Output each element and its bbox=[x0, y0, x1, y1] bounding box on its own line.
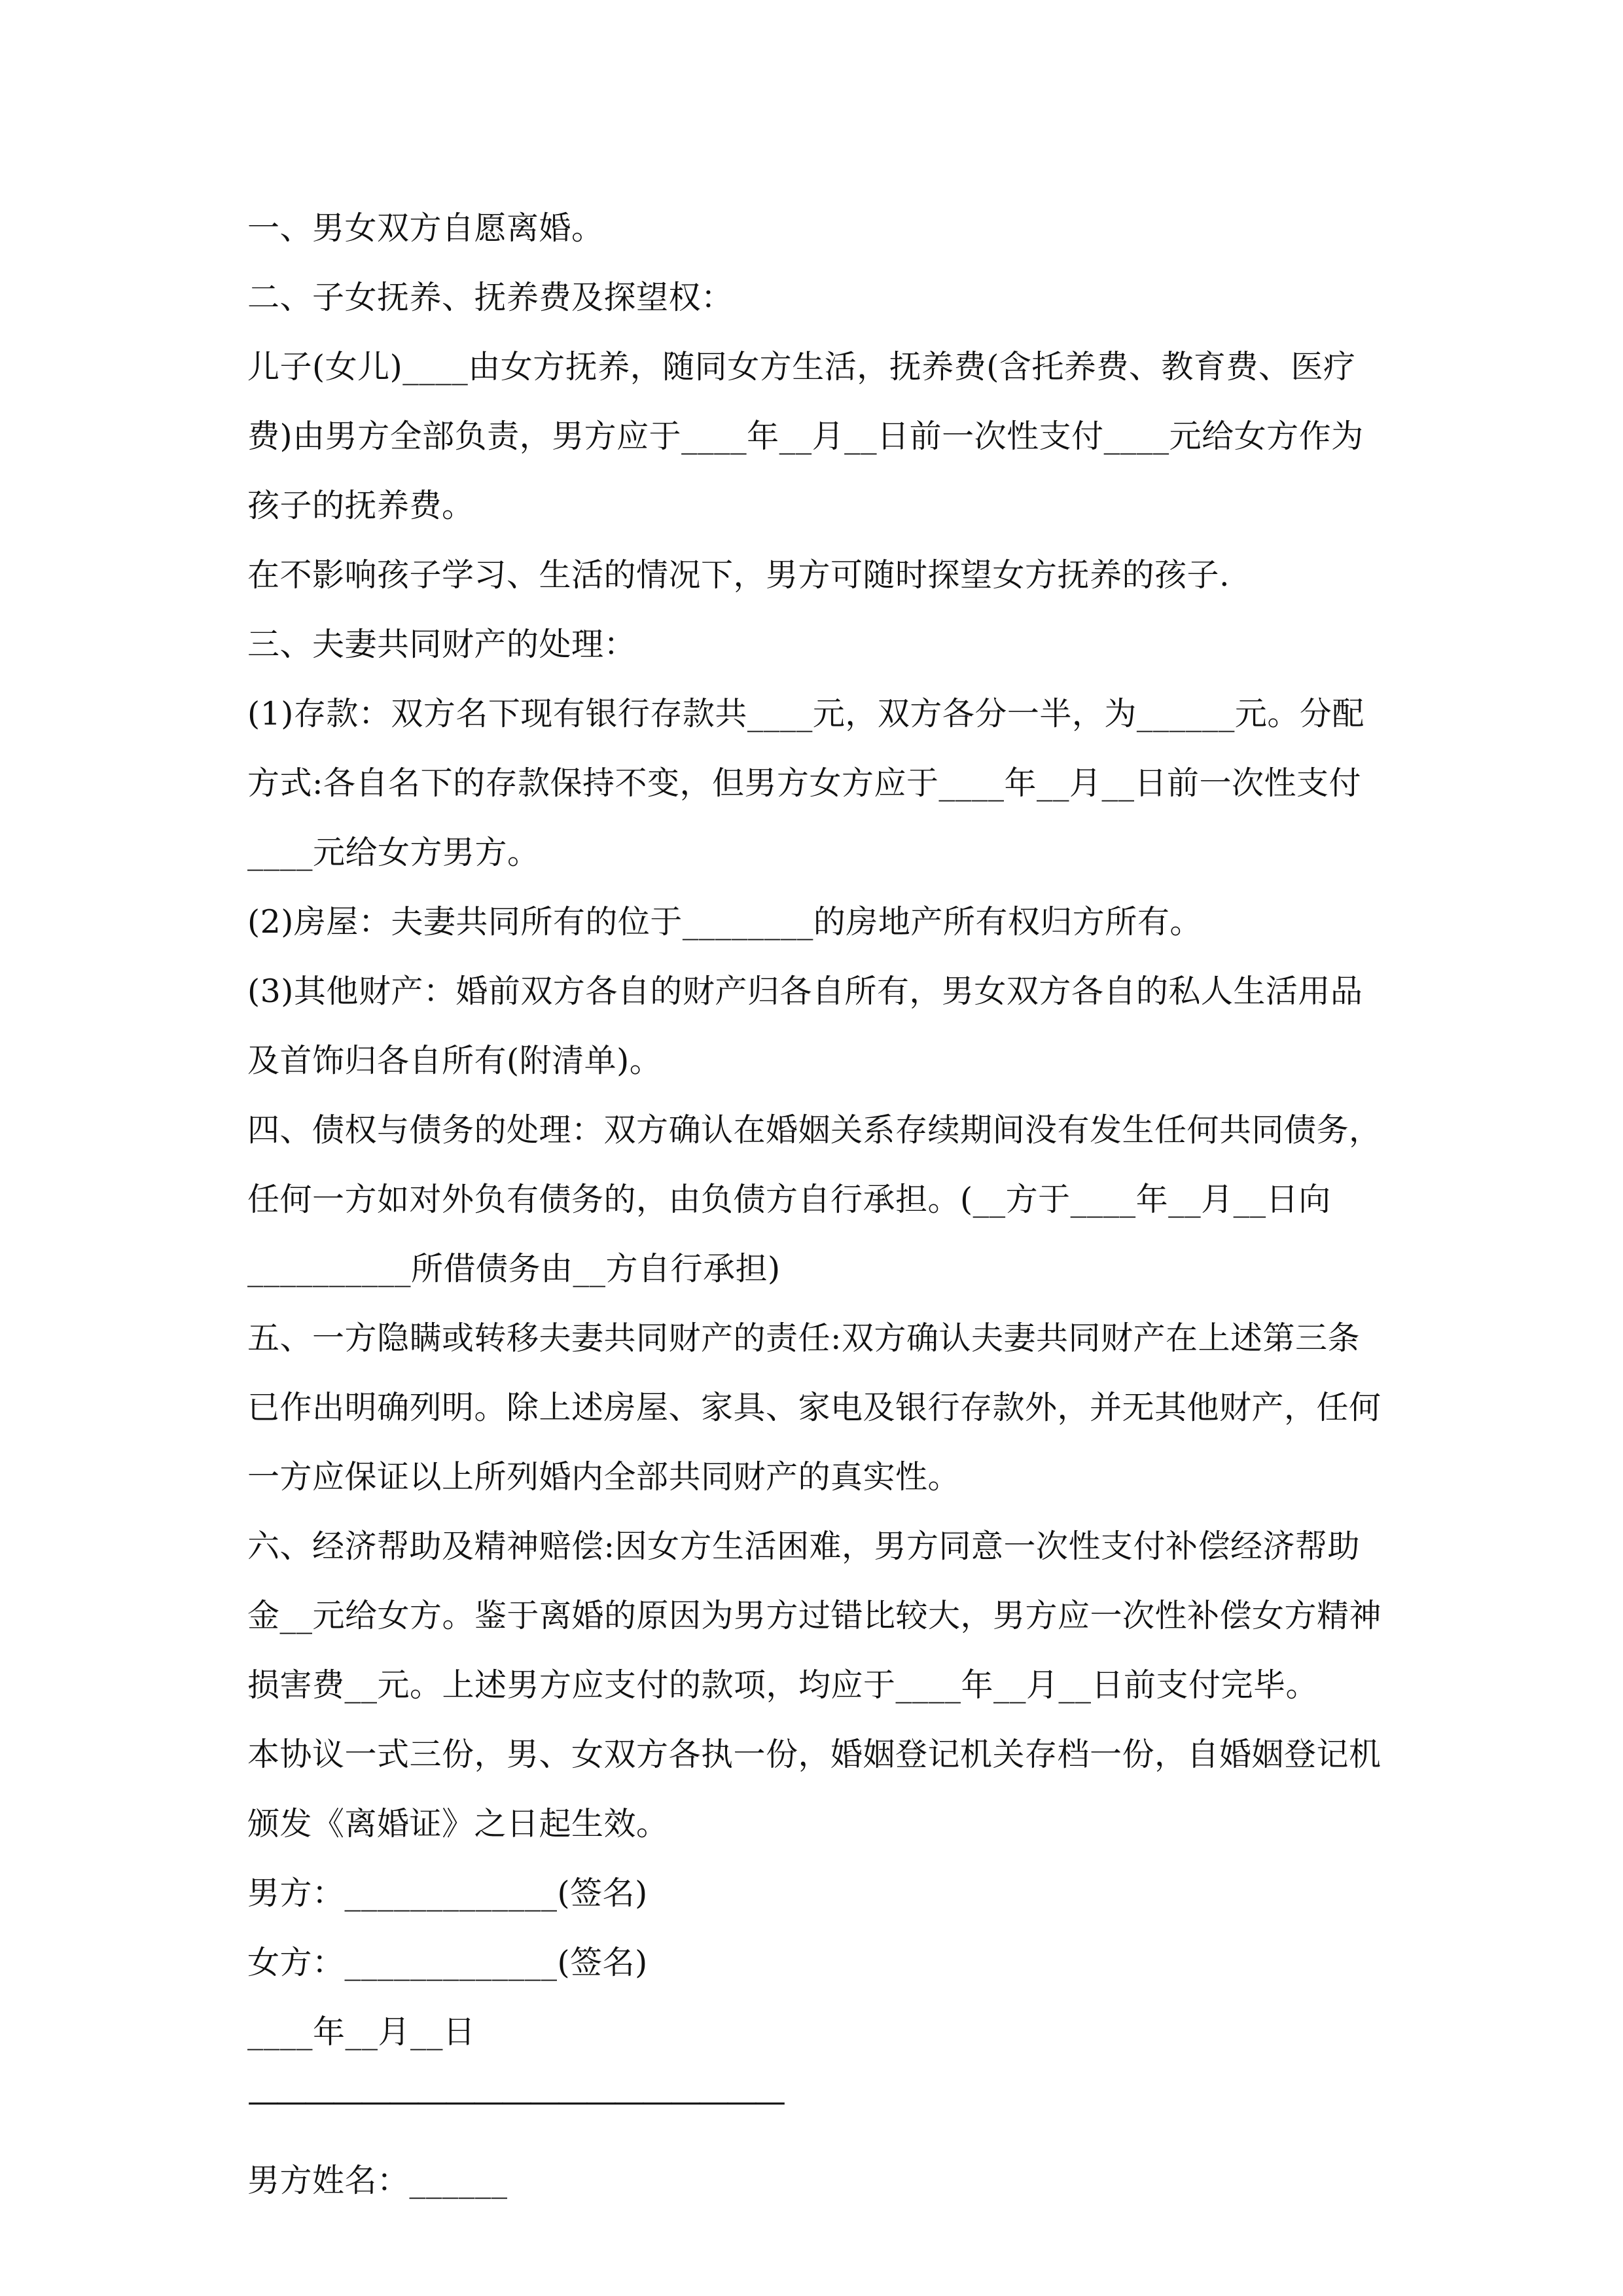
clause-4-line: 任何一方如对外负有债务的，由负债方自行承担。(__方于____年__月__日向 bbox=[247, 1181, 1331, 1218]
female-signature-line: 女方：_____________(签名) bbox=[247, 1944, 648, 1981]
clause-3-savings-line: ____元给女方男方。 bbox=[247, 834, 540, 871]
clause-2-heading: 二、子女抚养、抚养费及探望权： bbox=[247, 279, 734, 316]
clause-2-visitation: 在不影响孩子学习、生活的情况下，男方可随时探望女方抚养的孩子. bbox=[247, 556, 1230, 594]
clause-6-line: 六、经济帮助及精神赔偿:因女方生活困难，男方同意一次性支付补偿经济帮助 bbox=[247, 1528, 1361, 1565]
clause-2-text-line: 费)由男方全部负责，男方应于____年__月__日前一次性支付____元给女方作为 bbox=[247, 418, 1364, 455]
section-divider: ——————————————————— bbox=[247, 2083, 782, 2120]
clause-5-line: 五、一方隐瞒或转移夫妻共同财产的责任:双方确认夫妻共同财产在上述第三条 bbox=[247, 1319, 1361, 1357]
clause-4-line: 四、债权与债务的处理：双方确认在婚姻关系存续期间没有发生任何共同债务， bbox=[247, 1111, 1382, 1149]
date-line: ____年__月__日 bbox=[247, 2013, 476, 2051]
copies-clause-line: 本协议一式三份，男、女双方各执一份，婚姻登记机关存档一份，自婚姻登记机 bbox=[247, 1736, 1382, 1773]
clause-2-text-line: 儿子(女儿)____由女方抚养，随同女方生活，抚养费(含托养费、教育费、医疗 bbox=[247, 348, 1356, 386]
copies-clause-line: 颁发《离婚证》之日起生效。 bbox=[247, 1805, 669, 1842]
clause-6-line: 损害费__元。上述男方应支付的款项，均应于____年__月__日前支付完毕。 bbox=[247, 1666, 1319, 1704]
clause-1: 一、男女双方自愿离婚。 bbox=[247, 209, 604, 247]
clause-5-line: 已作出明确列明。除上述房屋、家具、家电及银行存款外，并无其他财产，任何 bbox=[247, 1389, 1382, 1426]
clause-5-line: 一方应保证以上所列婚内全部共同财产的真实性。 bbox=[247, 1458, 961, 1496]
clause-4-line: __________所借债务由__方自行承担) bbox=[247, 1250, 781, 1287]
agreement-document bbox=[247, 208, 1393, 2230]
clause-3-house: (2)房屋：夫妻共同所有的位于________的房地产所有权归方所有。 bbox=[247, 903, 1202, 941]
clause-6-line: 金__元给女方。鉴于离婚的原因为男方过错比较大，男方应一次性补偿女方精神 bbox=[247, 1597, 1382, 1634]
clause-3-other-property-line: (3)其他财产：婚前双方各自的财产归各自所有，男女双方各自的私人生活用品 bbox=[247, 973, 1363, 1010]
male-signature-line: 男方：_____________(签名) bbox=[247, 1874, 648, 1912]
clause-3-savings-line: 方式:各自名下的存款保持不变，但男方女方应于____年__月__日前一次性支付 bbox=[247, 764, 1362, 802]
clause-3-savings-line: (1)存款：双方名下现有银行存款共____元，双方各分一半，为______元。分配 bbox=[247, 695, 1364, 732]
clause-3-heading: 三、夫妻共同财产的处理： bbox=[247, 626, 637, 663]
clause-3-other-property-line: 及首饰归各自所有(附清单)。 bbox=[247, 1042, 662, 1079]
male-name-line: 男方姓名：______ bbox=[247, 2162, 508, 2199]
clause-2-text-line: 孩子的抚养费。 bbox=[247, 487, 474, 524]
